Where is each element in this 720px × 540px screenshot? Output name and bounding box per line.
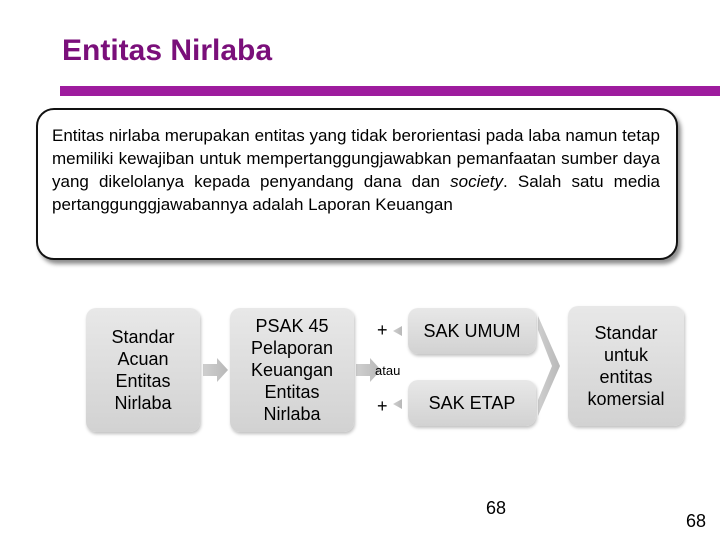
- node-komersial-line-1: Standar: [594, 323, 658, 343]
- intro-text-part-2: . Salah satu media pertanggunggjawabannya adalah Laporan Keuangan: [52, 172, 660, 214]
- node-standar-acuan-line-3: Entitas: [115, 371, 171, 391]
- page-title: Entitas Nirlaba: [62, 34, 273, 67]
- node-sak-umum: [408, 308, 536, 354]
- node-standar-komersial: [568, 306, 684, 426]
- node-psak45-line-1: PSAK 45: [255, 316, 329, 336]
- arrow-acuan-to-psak: [203, 358, 228, 382]
- connector-plus-umum: [393, 326, 402, 336]
- node-standar-acuan: [86, 308, 200, 432]
- node-psak45-line-2: Pelaporan: [250, 338, 334, 358]
- connector-plus-etap: [393, 399, 402, 409]
- node-standar-acuan-line-1: Standar: [111, 327, 175, 347]
- node-sak-umum-label: SAK UMUM: [423, 321, 521, 341]
- node-komersial-line-3: entitas: [599, 367, 653, 387]
- node-komersial-line-2: untuk: [603, 345, 649, 365]
- node-standar-acuan-line-4: Nirlaba: [114, 393, 172, 413]
- node-psak45-line-5: Nirlaba: [263, 404, 321, 424]
- node-komersial-line-4: komersial: [587, 389, 665, 409]
- page-number-center: 68: [486, 498, 507, 518]
- chevron-connector: [538, 316, 560, 416]
- page-number-corner: 68: [686, 511, 707, 531]
- node-sak-etap: [408, 380, 536, 426]
- plus-sign-etap: +: [377, 396, 388, 416]
- node-sak-etap-label: SAK ETAP: [428, 393, 516, 413]
- node-psak45-line-4: Entitas: [264, 382, 320, 402]
- node-standar-acuan-line-2: Acuan: [117, 349, 169, 369]
- or-label: atau: [375, 363, 401, 378]
- plus-sign-umum: +: [377, 320, 388, 340]
- node-psak45: [230, 308, 354, 432]
- intro-text-italic: society: [450, 172, 504, 191]
- node-psak45-line-3: Keuangan: [250, 360, 334, 380]
- intro-text-part-1: Entitas nirlaba merupakan entitas yang tidak berorientasi pada laba namun tetap memiliki kewajiban untuk mempertanggungjawabkan pemanfaatan sumber daya yang dikelolanya kepada penyandang dana dan: [52, 126, 660, 191]
